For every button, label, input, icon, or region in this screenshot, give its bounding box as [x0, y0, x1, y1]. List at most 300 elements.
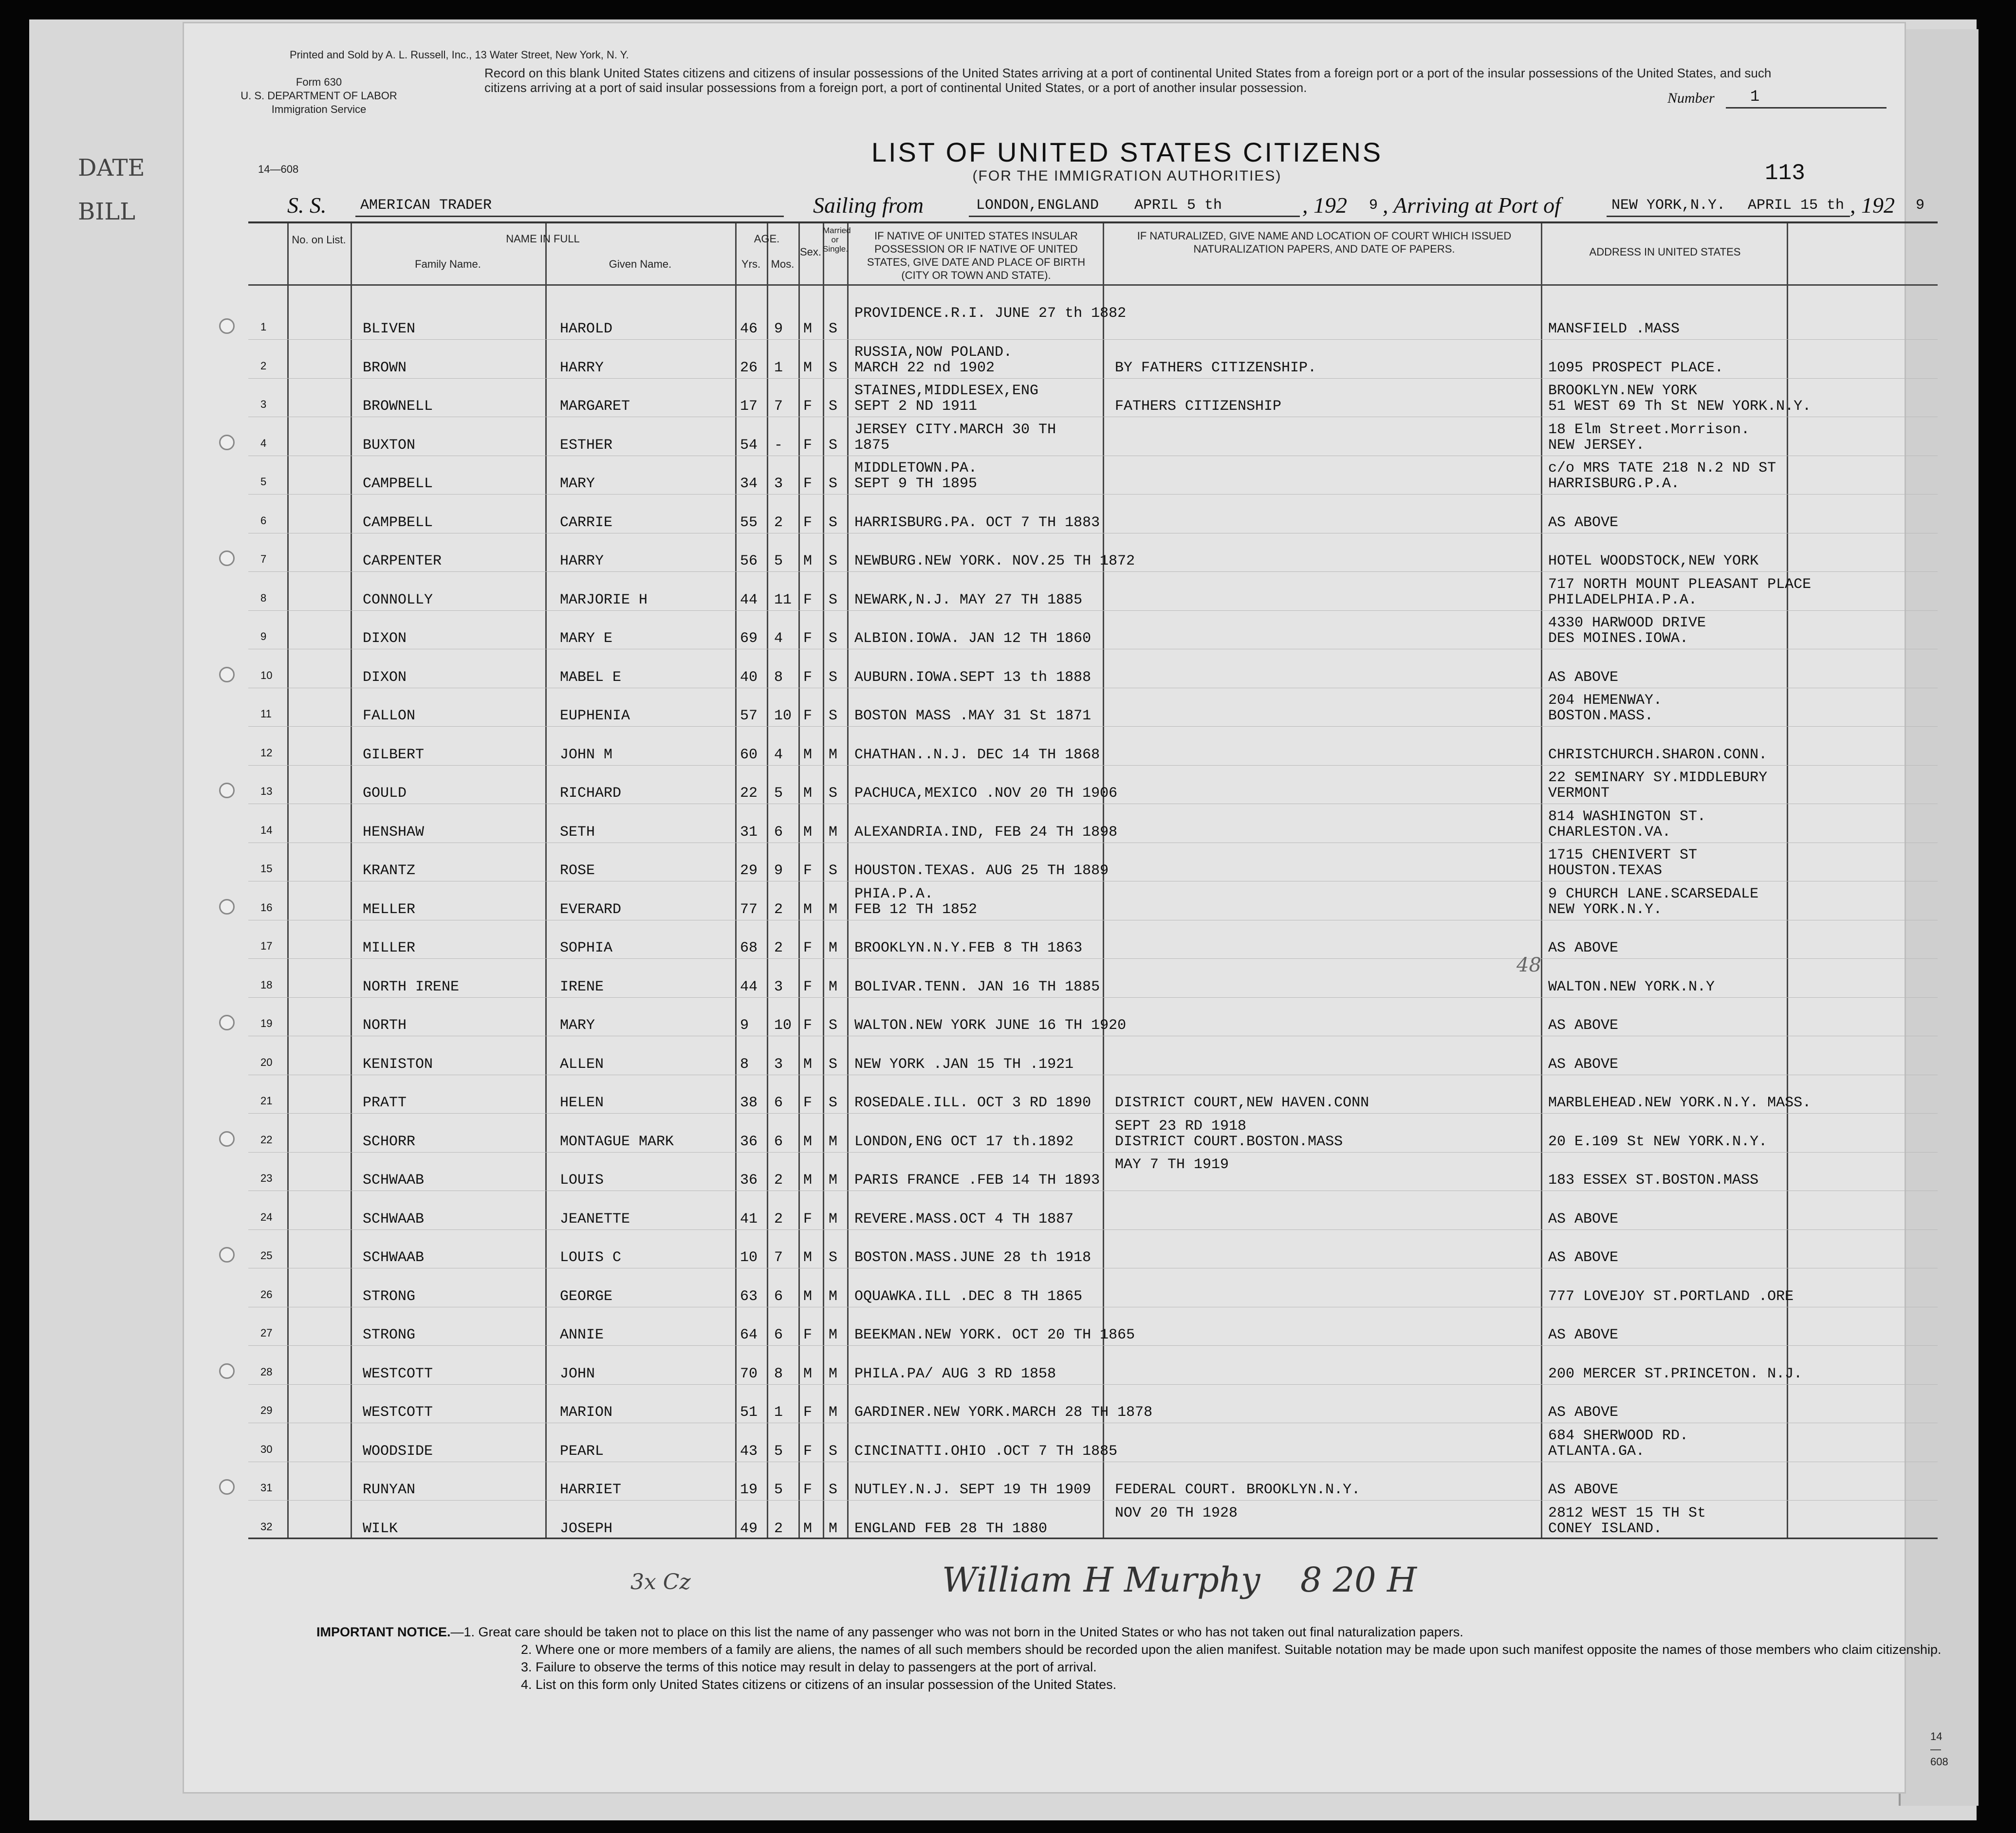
- cell-address-line-1: BROOKLYN.NEW YORK: [1548, 383, 1698, 399]
- cell-age-years: 36: [740, 1133, 758, 1150]
- table-row: [248, 1114, 1938, 1153]
- cell-marital-status: S: [829, 359, 838, 376]
- cell-sex: F: [803, 630, 813, 647]
- punch-hole: [219, 1363, 235, 1379]
- cell-marital-status: M: [829, 1133, 838, 1150]
- cell-family-name: STRONG: [363, 1288, 416, 1305]
- cell-sex: M: [803, 1133, 813, 1150]
- cell-family-name: CONNOLLY: [363, 591, 433, 608]
- cell-address-line-2: 20 E.109 St NEW YORK.N.Y.: [1548, 1133, 1768, 1150]
- cell-marital-status: S: [829, 476, 838, 492]
- cell-sex: F: [803, 708, 813, 724]
- cell-family-name: BUXTON: [363, 437, 416, 454]
- cell-family-name: WESTCOTT: [363, 1365, 433, 1382]
- cell-age-months: 6: [774, 824, 783, 841]
- table-row: [248, 766, 1938, 804]
- cell-age-years: 41: [740, 1210, 758, 1228]
- col-mos: Mos.: [771, 258, 795, 270]
- col-age: AGE.: [754, 233, 780, 245]
- cell-marital-status: M: [829, 1365, 838, 1382]
- table-row: [248, 1424, 1938, 1462]
- form-code: 14—608: [258, 163, 299, 175]
- cell-age-years: 29: [740, 862, 758, 879]
- arrive-year-prefix: , 192: [1850, 193, 1895, 218]
- cell-given-name: LOUIS C: [560, 1249, 622, 1266]
- cell-row-number: 19: [260, 1017, 273, 1029]
- cell-family-name: NORTH IRENE: [363, 978, 460, 995]
- cell-given-name: GEORGE: [560, 1288, 613, 1305]
- cell-sex: F: [803, 476, 813, 492]
- cell-age-months: 2: [774, 1520, 783, 1537]
- sailing-label: Sailing from: [813, 193, 924, 218]
- cell-address-line-2: MARBLEHEAD.NEW YORK.N.Y. MASS.: [1548, 1095, 1812, 1111]
- cell-row-number: 7: [260, 553, 267, 565]
- cell-given-name: HARRIET: [560, 1482, 622, 1498]
- table-row: [248, 959, 1938, 998]
- arrive-date: APRIL 15 th: [1748, 197, 1845, 214]
- table-row: [248, 1385, 1938, 1423]
- cell-age-years: 64: [740, 1327, 758, 1343]
- cell-birth-line-1: STAINES,MIDDLESEX,ENG: [854, 383, 1039, 399]
- cell-marital-status: M: [829, 901, 838, 918]
- ss-label: S. S.: [287, 193, 327, 218]
- cell-age-months: 9: [774, 321, 783, 337]
- punch-hole: [219, 899, 235, 915]
- cell-age-years: 54: [740, 437, 758, 454]
- cell-age-months: 5: [774, 553, 783, 569]
- cell-given-name: MABEL E: [560, 669, 622, 686]
- cell-address-line-1: 204 HEMENWAY.: [1548, 692, 1663, 709]
- notice-item-2: 2. Where one or more members of a family are aliens, the names of all such members should be recorded upon the alien manifest. Suitable notation may be made upon such manifest opposite the names of those members who claim citizenship.: [521, 1642, 1942, 1657]
- cell-row-number: 10: [260, 669, 273, 681]
- cell-age-years: 60: [740, 746, 758, 763]
- cell-row-number: 2: [260, 359, 267, 372]
- table-row: [248, 379, 1938, 417]
- cell-address-line-2: NEW YORK.N.Y.: [1548, 901, 1663, 918]
- cell-given-name: ROSE: [560, 862, 595, 879]
- punch-hole: [219, 783, 235, 798]
- cell-marital-status: M: [829, 1404, 838, 1421]
- cell-address-line-2: ATLANTA.GA.: [1548, 1443, 1645, 1460]
- table-row: [248, 495, 1938, 533]
- printer-credit: Printed and Sold by A. L. Russell, Inc., 13 Water Street, New York, N. Y.: [290, 49, 629, 61]
- cell-age-years: 38: [740, 1095, 758, 1111]
- cell-row-number: 12: [260, 746, 273, 759]
- cell-given-name: LOUIS: [560, 1172, 604, 1189]
- cell-naturalization-line-2: DISTRICT COURT,NEW HAVEN.CONN: [1115, 1095, 1369, 1111]
- cell-given-name: SOPHIA: [560, 940, 613, 956]
- cell-address-line-2: NEW JERSEY.: [1548, 437, 1645, 454]
- cell-given-name: CARRIE: [560, 514, 613, 531]
- cell-age-years: 31: [740, 824, 758, 841]
- cell-sex: F: [803, 1482, 813, 1498]
- cell-marital-status: M: [829, 1172, 838, 1189]
- cell-age-years: 55: [740, 514, 758, 531]
- cell-age-months: 6: [774, 1095, 783, 1111]
- edge-note-date: DATE: [78, 154, 145, 182]
- punch-hole: [219, 435, 235, 450]
- cell-sex: F: [803, 1095, 813, 1111]
- cell-sex: M: [803, 746, 813, 763]
- cell-family-name: KENISTON: [363, 1056, 433, 1073]
- cell-address-line-2: 183 ESSEX ST.BOSTON.MASS: [1548, 1172, 1759, 1189]
- cell-given-name: JOHN: [560, 1365, 595, 1382]
- cell-age-months: 3: [774, 476, 783, 492]
- cell-birth-line-2: REVERE.MASS.OCT 4 TH 1887: [854, 1210, 1074, 1228]
- cell-row-number: 30: [260, 1443, 273, 1455]
- cell-row-number: 24: [260, 1210, 273, 1223]
- table-row: [248, 843, 1938, 881]
- depart-year-prefix: , 192: [1302, 193, 1347, 218]
- cell-birth-line-2: NEWARK,N.J. MAY 27 TH 1885: [854, 591, 1083, 608]
- cell-age-months: 7: [774, 1249, 783, 1266]
- cell-age-years: 77: [740, 901, 758, 918]
- cell-sex: M: [803, 1172, 813, 1189]
- edge-notes: [78, 146, 145, 234]
- important-notice: [316, 1623, 1972, 1693]
- cell-family-name: DIXON: [363, 669, 407, 686]
- notice-item-4: 4. List on this form only United States citizens or citizens of an insular possession of the United States.: [521, 1677, 1117, 1692]
- cell-birth-line-2: ROSEDALE.ILL. OCT 3 RD 1890: [854, 1095, 1091, 1111]
- cell-sex: F: [803, 437, 813, 454]
- cell-family-name: PRATT: [363, 1095, 407, 1111]
- cell-row-number: 28: [260, 1365, 273, 1378]
- cell-age-years: 19: [740, 1482, 758, 1498]
- form-info: [226, 75, 411, 116]
- cell-marital-status: M: [829, 1210, 838, 1228]
- cell-marital-status: M: [829, 746, 838, 763]
- cell-address-line-2: AS ABOVE: [1548, 940, 1619, 956]
- cell-age-years: 56: [740, 553, 758, 569]
- cell-address-line-2: CHARLESTON.VA.: [1548, 824, 1671, 841]
- form-footer-code: 14—608: [1930, 1730, 1948, 1768]
- cell-family-name: SCHWAAB: [363, 1172, 425, 1189]
- cell-age-years: 69: [740, 630, 758, 647]
- cell-address-line-2: AS ABOVE: [1548, 1056, 1619, 1073]
- cell-given-name: MARION: [560, 1404, 613, 1421]
- table-row: [248, 998, 1938, 1036]
- cell-address-line-1: 4330 HARWOOD DRIVE: [1548, 615, 1706, 631]
- cell-given-name: ALLEN: [560, 1056, 604, 1073]
- punch-hole: [219, 1247, 235, 1263]
- table-row: [248, 1346, 1938, 1385]
- cell-birth-line-2: ALEXANDRIA.IND, FEB 24 TH 1898: [854, 824, 1118, 841]
- cell-birth-line-2: ALBION.IOWA. JAN 12 TH 1860: [854, 630, 1091, 647]
- cell-naturalization-line-1: SEPT 23 RD 1918: [1115, 1118, 1247, 1135]
- number-underline: [1726, 107, 1887, 109]
- cell-age-months: 2: [774, 901, 783, 918]
- cell-given-name: HARRY: [560, 359, 604, 376]
- cell-row-number: 4: [260, 437, 267, 449]
- cell-birth-line-2: BOSTON MASS .MAY 31 St 1871: [854, 708, 1091, 724]
- cell-family-name: MELLER: [363, 901, 416, 918]
- cell-given-name: ESTHER: [560, 437, 613, 454]
- cell-address-line-2: CHRISTCHURCH.SHARON.CONN.: [1548, 746, 1768, 763]
- col-given-name: Given Name.: [609, 258, 672, 270]
- cell-address-line-1: 9 CHURCH LANE.SCARSEDALE: [1548, 885, 1759, 902]
- ship-name: AMERICAN TRADER: [360, 197, 492, 214]
- cell-row-number: 15: [260, 862, 273, 875]
- cell-family-name: CAMPBELL: [363, 514, 433, 531]
- cell-sex: M: [803, 901, 813, 918]
- cell-naturalization-line-1: MAY 7 TH 1919: [1115, 1156, 1229, 1173]
- cell-row-number: 29: [260, 1404, 273, 1416]
- cell-age-months: 3: [774, 1056, 783, 1073]
- cell-marital-status: S: [829, 321, 838, 337]
- punch-hole: [219, 1015, 235, 1030]
- cell-family-name: RUNYAN: [363, 1482, 416, 1498]
- cell-address-line-2: HARRISBURG.P.A.: [1548, 476, 1680, 492]
- cell-age-years: 57: [740, 708, 758, 724]
- cell-birth-line-2: PARIS FRANCE .FEB 14 TH 1893: [854, 1172, 1100, 1189]
- cell-marital-status: S: [829, 1482, 838, 1498]
- cell-family-name: MILLER: [363, 940, 416, 956]
- cell-family-name: DIXON: [363, 630, 407, 647]
- cell-age-years: 40: [740, 669, 758, 686]
- cell-marital-status: S: [829, 437, 838, 454]
- cell-sex: M: [803, 1249, 813, 1266]
- signature-name: William H Murphy: [942, 1560, 1260, 1600]
- cell-family-name: CARPENTER: [363, 553, 442, 569]
- cell-row-number: 23: [260, 1172, 273, 1184]
- cell-age-months: 5: [774, 1482, 783, 1498]
- cell-row-number: 21: [260, 1095, 273, 1107]
- cell-sex: F: [803, 862, 813, 879]
- table-row: [248, 572, 1938, 611]
- cell-family-name: BLIVEN: [363, 321, 416, 337]
- cell-family-name: FALLON: [363, 708, 416, 724]
- cell-marital-status: M: [829, 978, 838, 995]
- table-row: [248, 533, 1938, 572]
- table-row: [248, 805, 1938, 843]
- edge-note-bill: BILL: [78, 198, 135, 225]
- cell-row-number: 5: [260, 476, 267, 488]
- cell-family-name: NORTH: [363, 1017, 407, 1034]
- cell-birth-line-2: ENGLAND FEB 28 TH 1880: [854, 1520, 1048, 1537]
- cell-address-line-2: AS ABOVE: [1548, 1404, 1619, 1421]
- col-naturalized: IF NATURALIZED, GIVE NAME AND LOCATION OF COURT WHICH ISSUED NATURALIZATION PAPERS, AND DATE OF PAPERS.: [1137, 230, 1512, 255]
- cell-birth-line-2: NEWBURG.NEW YORK. NOV.25 TH 1872: [854, 553, 1135, 569]
- cell-family-name: STRONG: [363, 1327, 416, 1343]
- sailing-from: LONDON,ENGLAND: [976, 197, 1099, 214]
- cell-address-line-2: AS ABOVE: [1548, 1327, 1619, 1343]
- col-family-name: Family Name.: [415, 258, 481, 270]
- table-row: [248, 1307, 1938, 1346]
- cell-birth-line-2: SEPT 9 TH 1895: [854, 476, 978, 492]
- cell-birth-line-2: CHATHAN..N.J. DEC 14 TH 1868: [854, 746, 1100, 763]
- cell-age-months: 6: [774, 1133, 783, 1150]
- cell-birth-line-2: LONDON,ENG OCT 17 th.1892: [854, 1133, 1074, 1150]
- cell-age-years: 44: [740, 978, 758, 995]
- handwritten-mid-note: 48: [1517, 954, 1541, 976]
- cell-address-line-1: 684 SHERWOOD RD.: [1548, 1427, 1689, 1444]
- cell-age-months: 1: [774, 1404, 783, 1421]
- cell-family-name: GILBERT: [363, 746, 425, 763]
- cell-address-line-2: AS ABOVE: [1548, 669, 1619, 686]
- table-row: [248, 1501, 1938, 1540]
- cell-address-line-2: 200 MERCER ST.PRINCETON. N.J.: [1548, 1365, 1803, 1382]
- cell-birth-line-2: 1875: [854, 437, 890, 454]
- arrive-year: 9: [1916, 197, 1925, 214]
- notice-lead: IMPORTANT NOTICE.: [316, 1625, 451, 1639]
- cell-given-name: EUPHENIA: [560, 708, 630, 724]
- cell-address-line-2: AS ABOVE: [1548, 1017, 1619, 1034]
- cell-birth-line-2: AUBURN.IOWA.SEPT 13 th 1888: [854, 669, 1091, 686]
- cell-address-line-2: PHILADELPHIA.P.A.: [1548, 591, 1698, 608]
- cell-marital-status: S: [829, 1443, 838, 1460]
- cell-age-months: 7: [774, 398, 783, 415]
- cell-row-number: 6: [260, 514, 267, 527]
- cell-family-name: KRANTZ: [363, 862, 416, 879]
- cell-age-months: 6: [774, 1327, 783, 1343]
- cell-given-name: MARGARET: [560, 398, 630, 415]
- col-name-in-full: NAME IN FULL: [506, 233, 580, 245]
- cell-sex: F: [803, 978, 813, 995]
- col-yrs: Yrs.: [741, 258, 761, 270]
- cell-address-line-2: HOUSTON.TEXAS: [1548, 862, 1663, 879]
- table-row: [248, 1191, 1938, 1230]
- cell-marital-status: S: [829, 862, 838, 879]
- cell-address-line-2: AS ABOVE: [1548, 1210, 1619, 1228]
- cell-sex: F: [803, 398, 813, 415]
- cell-naturalization-line-2: FEDERAL COURT. BROOKLYN.N.Y.: [1115, 1482, 1361, 1498]
- cell-sex: M: [803, 553, 813, 569]
- cell-age-months: 2: [774, 940, 783, 956]
- cell-age-months: 10: [774, 708, 792, 724]
- cell-sex: M: [803, 321, 813, 337]
- cell-sex: M: [803, 1520, 813, 1537]
- cell-given-name: MARY: [560, 1017, 595, 1034]
- cell-age-years: 17: [740, 398, 758, 415]
- cell-given-name: HARRY: [560, 553, 604, 569]
- cell-age-years: 22: [740, 785, 758, 802]
- cell-address-line-2: VERMONT: [1548, 785, 1610, 802]
- cell-address-line-2: 777 LOVEJOY ST.PORTLAND .ORE: [1548, 1288, 1794, 1305]
- punch-hole: [219, 550, 235, 566]
- cell-marital-status: S: [829, 514, 838, 531]
- signature-extra: 8 20 H: [1300, 1560, 1417, 1600]
- cell-marital-status: S: [829, 785, 838, 802]
- cell-age-months: 2: [774, 1210, 783, 1228]
- cell-naturalization-line-1: NOV 20 TH 1928: [1115, 1504, 1238, 1521]
- cell-birth-line-2: WALTON.NEW YORK JUNE 16 TH 1920: [854, 1017, 1127, 1034]
- ship-info-line: [287, 192, 1925, 221]
- table-row: [248, 882, 1938, 920]
- depart-year: 9: [1369, 197, 1378, 214]
- cell-given-name: JOSEPH: [560, 1520, 613, 1537]
- cell-marital-status: M: [829, 824, 838, 841]
- cell-birth-line-1: MIDDLETOWN.PA.: [854, 460, 978, 477]
- cell-family-name: SCHORR: [363, 1133, 416, 1150]
- form-number: Form 630: [296, 76, 342, 88]
- cell-family-name: WOODSIDE: [363, 1443, 433, 1460]
- cell-row-number: 14: [260, 824, 273, 836]
- cell-age-years: 44: [740, 591, 758, 608]
- cell-age-months: 1: [774, 359, 783, 376]
- cell-given-name: RICHARD: [560, 785, 622, 802]
- cell-birth-line-2: MARCH 22 nd 1902: [854, 359, 995, 376]
- cell-age-months: 8: [774, 1365, 783, 1382]
- cell-birth-line-2: GARDINER.NEW YORK.MARCH 28 TH 1878: [854, 1404, 1153, 1421]
- cell-address-line-1: 1715 CHENIVERT ST: [1548, 847, 1698, 863]
- cell-row-number: 13: [260, 785, 273, 797]
- cell-sex: F: [803, 1404, 813, 1421]
- cell-naturalization-line-2: BY FATHERS CITIZENSHIP.: [1115, 359, 1317, 376]
- table-row: [248, 340, 1938, 379]
- cell-address-line-2: AS ABOVE: [1548, 1482, 1619, 1498]
- cell-marital-status: S: [829, 553, 838, 569]
- cell-address-line-1: 22 SEMINARY SY.MIDDLEBURY: [1548, 770, 1768, 786]
- cell-birth-line-2: HOUSTON.TEXAS. AUG 25 TH 1889: [854, 862, 1109, 879]
- cell-family-name: WILK: [363, 1520, 398, 1537]
- cell-address-line-2: WALTON.NEW YORK.N.Y: [1548, 978, 1715, 995]
- cell-birth-line-1: RUSSIA,NOW POLAND.: [854, 344, 1013, 361]
- cell-given-name: ANNIE: [560, 1327, 604, 1343]
- cell-naturalization-line-2: DISTRICT COURT.BOSTON.MASS: [1115, 1133, 1343, 1150]
- cell-age-years: 10: [740, 1249, 758, 1266]
- handwritten-margin-note: 3x Cz: [630, 1570, 691, 1595]
- cell-birth-line-2: NEW YORK .JAN 15 TH .1921: [854, 1056, 1074, 1073]
- cell-given-name: IRENE: [560, 978, 604, 995]
- cell-age-months: 2: [774, 1172, 783, 1189]
- table-row: [248, 727, 1938, 766]
- cell-birth-line-2: PHILA.PA/ AUG 3 RD 1858: [854, 1365, 1056, 1382]
- cell-birth-line-1: PHIA.P.A.: [854, 885, 934, 902]
- cell-family-name: SCHWAAB: [363, 1210, 425, 1228]
- cell-marital-status: S: [829, 1017, 838, 1034]
- cell-sex: F: [803, 669, 813, 686]
- col-address: ADDRESS IN UNITED STATES: [1589, 246, 1741, 258]
- cell-birth-line-2: BROOKLYN.N.Y.FEB 8 TH 1863: [854, 940, 1083, 956]
- cell-age-months: 10: [774, 1017, 792, 1034]
- inspector-signature: [942, 1560, 1417, 1600]
- cell-birth-line-2: PACHUCA,MEXICO .NOV 20 TH 1906: [854, 785, 1118, 802]
- table-row: [248, 1037, 1938, 1075]
- cell-age-months: 8: [774, 669, 783, 686]
- cell-given-name: JOHN M: [560, 746, 613, 763]
- cell-address-line-1: 814 WASHINGTON ST.: [1548, 808, 1706, 825]
- cell-given-name: MARY E: [560, 630, 613, 647]
- cell-birth-line-1: PROVIDENCE.R.I. JUNE 27 th 1882: [854, 305, 1127, 322]
- cell-address-line-2: BOSTON.MASS.: [1548, 708, 1654, 724]
- number-label: Number: [1667, 90, 1715, 106]
- table-row: [248, 1269, 1938, 1307]
- cell-family-name: CAMPBELL: [363, 476, 433, 492]
- cell-row-number: 9: [260, 630, 267, 642]
- cell-age-months: 4: [774, 746, 783, 763]
- table-row: [248, 920, 1938, 959]
- cell-address-line-1: 717 NORTH MOUNT PLEASANT PLACE: [1548, 576, 1812, 593]
- cell-age-years: 70: [740, 1365, 758, 1382]
- page-title: LIST OF UNITED STATES CITIZENS: [871, 137, 1383, 167]
- cell-given-name: MARY: [560, 476, 595, 492]
- cell-marital-status: S: [829, 398, 838, 415]
- cell-sex: F: [803, 940, 813, 956]
- cell-sex: F: [803, 1017, 813, 1034]
- cell-age-months: 5: [774, 1443, 783, 1460]
- cell-row-number: 17: [260, 940, 273, 952]
- cell-marital-status: M: [829, 1288, 838, 1305]
- col-no: No. on List.: [292, 234, 346, 246]
- cell-family-name: GOULD: [363, 785, 407, 802]
- cell-birth-line-2: HARRISBURG.PA. OCT 7 TH 1883: [854, 514, 1100, 531]
- cell-marital-status: S: [829, 708, 838, 724]
- cell-row-number: 1: [260, 321, 267, 333]
- cell-age-months: 11: [774, 591, 792, 608]
- cell-naturalization-line-2: FATHERS CITIZENSHIP: [1115, 398, 1282, 415]
- cell-age-years: 34: [740, 476, 758, 492]
- notice-item-1: IMPORTANT NOTICE.—1. Great care should be taken not to place on this list the name of any passenger who was not born in the United States or who has not taken out final naturalization papers.: [316, 1625, 1463, 1639]
